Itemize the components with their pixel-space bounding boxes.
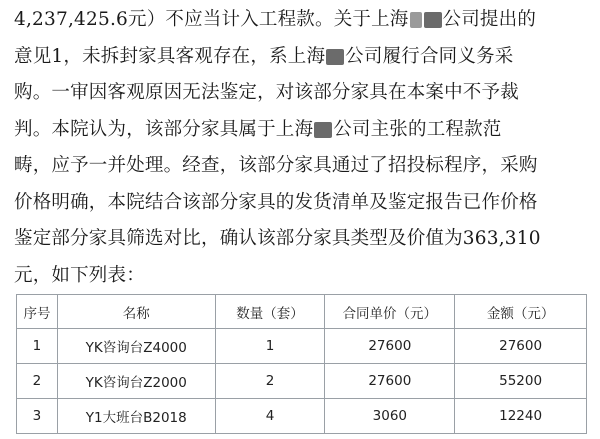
cell-name: Y1大班台B2018 <box>57 399 215 434</box>
header-name: 名称 <box>57 295 215 329</box>
text-line-5: 畴，应予一并处理。经查，该部分家具通过了招投标程序，采购 <box>14 155 538 176</box>
table-row <box>17 399 587 434</box>
redaction-mark <box>314 122 332 138</box>
cell-unit-price: 27600 <box>325 364 455 399</box>
body-paragraph <box>14 2 594 294</box>
cell-unit-price: 3060 <box>325 399 455 434</box>
cell-index: 2 <box>17 364 58 399</box>
cell-name: YK咨询台Z4000 <box>57 329 215 364</box>
text-line-2: 意见1，未拆封家具客观存在，系上海 公司履行合同义务采 <box>14 45 514 67</box>
cell-index: 3 <box>17 399 58 434</box>
cell-unit-price: 27600 <box>325 329 455 364</box>
text-line-3: 购。一审因客观原因无法鉴定，对该部分家具在本案中不予裁 <box>14 82 519 103</box>
redaction-mark <box>410 12 422 28</box>
text-line-4: 判。本院认为，该部分家具属于上海 公司主张的工程款范 <box>14 118 502 140</box>
cell-quantity: 1 <box>215 329 325 364</box>
header-quantity: 数量（套） <box>215 295 325 329</box>
text-line-1: 4,237,425.6元）不应当计入工程款。关于上海 公司提出的 <box>14 9 537 30</box>
furniture-table <box>16 294 587 434</box>
cell-amount: 55200 <box>455 364 587 399</box>
table-header-row <box>17 295 587 329</box>
cell-amount: 27600 <box>455 329 587 364</box>
cell-amount: 12240 <box>455 399 587 434</box>
cell-quantity: 2 <box>215 364 325 399</box>
redaction-mark <box>326 49 344 65</box>
cell-index: 1 <box>17 329 58 364</box>
table-row <box>17 329 587 364</box>
header-unit-price: 合同单价（元） <box>325 295 455 329</box>
cell-quantity: 4 <box>215 399 325 434</box>
header-index: 序号 <box>17 295 58 329</box>
text-line-8: 元，如下列表： <box>14 264 145 286</box>
text-line-7: 鉴定部分家具筛选对比，确认该部分家具类型及价值为363,310 <box>14 228 541 249</box>
redaction-mark <box>424 12 442 28</box>
cell-name: YK咨询台Z2000 <box>57 364 215 399</box>
table-row <box>17 364 587 399</box>
text-line-6: 价格明确，本院结合该部分家具的发货清单及鉴定报告已作价格 <box>14 191 538 213</box>
header-amount: 金额（元） <box>455 295 587 329</box>
